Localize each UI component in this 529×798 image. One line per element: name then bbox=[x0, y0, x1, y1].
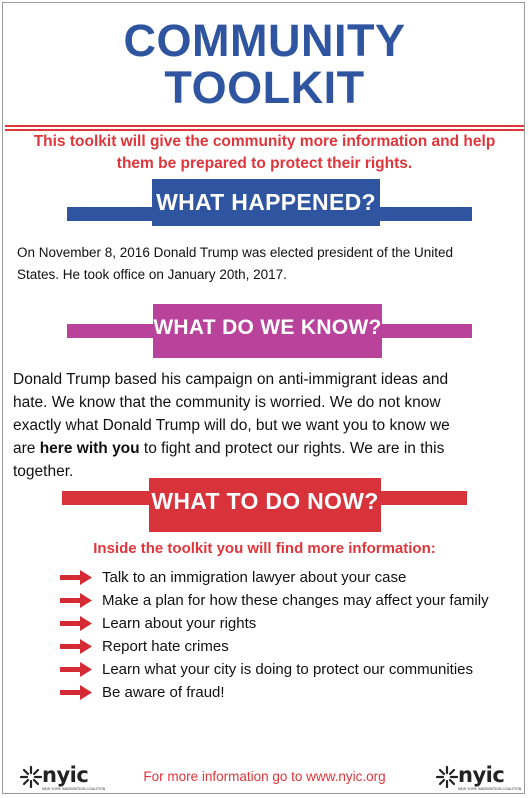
banner-what-to-do: WHAT TO DO NOW? bbox=[149, 478, 381, 532]
what-happened-line-2: States. He took office on January 20th, 2017. bbox=[17, 267, 287, 282]
arrow-right-icon bbox=[60, 593, 92, 608]
what-happened-text bbox=[17, 242, 517, 286]
list-item bbox=[60, 566, 520, 589]
coalition-burst-icon bbox=[436, 766, 458, 788]
toolkit-subheading: Inside the toolkit you will find more information: bbox=[93, 540, 436, 557]
title-line-1: COMMUNITY bbox=[123, 15, 406, 66]
list-item-text: Make a plan for how these changes may affect your family bbox=[102, 592, 489, 609]
what-we-know-line-1: Donald Trump based his campaign on anti-immigrant ideas and bbox=[13, 371, 449, 388]
list-item-text: Learn about your rights bbox=[102, 615, 257, 632]
list-item bbox=[60, 681, 520, 704]
intro-text bbox=[0, 131, 529, 175]
list-item bbox=[60, 635, 520, 658]
nyic-logo-right bbox=[436, 763, 522, 793]
intro-line-2: them be prepared to protect their rights. bbox=[116, 155, 413, 172]
what-we-know-line-2: hate. We know that the community is worried. We do not know bbox=[13, 394, 441, 411]
logo-wordmark: nyic bbox=[42, 763, 89, 787]
logo-tagline: NEW YORK IMMIGRATION COALITION bbox=[42, 787, 106, 791]
what-happened-line-1: On November 8, 2016 Donald Trump was elected president of the United bbox=[17, 245, 453, 260]
banner-what-we-know: WHAT DO WE KNOW? bbox=[153, 304, 382, 358]
list-item bbox=[60, 589, 520, 612]
intro-line-1: This toolkit will give the community more information and help bbox=[33, 133, 496, 150]
list-item-text: Talk to an immigration lawyer about your case bbox=[102, 569, 407, 586]
what-we-know-line-4 bbox=[13, 437, 513, 460]
divider-top bbox=[5, 125, 524, 127]
here-with-you-bold: here with you bbox=[39, 440, 140, 457]
arrow-right-icon bbox=[60, 570, 92, 585]
list-item bbox=[60, 658, 520, 681]
arrow-right-icon bbox=[60, 662, 92, 677]
arrow-right-icon bbox=[60, 639, 92, 654]
line-4-post: to fight and protect our rights. We are in this bbox=[139, 440, 445, 457]
what-we-know-line-5: together. bbox=[13, 463, 74, 480]
logo-wordmark: nyic bbox=[458, 763, 505, 787]
logo-tagline: NEW YORK IMMIGRATION COALITION bbox=[458, 787, 522, 791]
action-list bbox=[60, 566, 520, 704]
list-item-text: Learn what your city is doing to protect our communities bbox=[102, 661, 474, 678]
list-item-text: Report hate crimes bbox=[102, 638, 229, 655]
arrow-right-icon bbox=[60, 616, 92, 631]
title-line-2: TOOLKIT bbox=[164, 62, 365, 113]
list-item bbox=[60, 612, 520, 635]
what-we-know-text bbox=[13, 368, 513, 483]
list-item-text: Be aware of fraud! bbox=[102, 684, 225, 701]
line-4-pre: are bbox=[13, 440, 40, 457]
what-we-know-line-3: exactly what Donald Trump will do, but we want you to know we bbox=[13, 417, 450, 434]
arrow-right-icon bbox=[60, 685, 92, 700]
footer-info-text: For more information go to www.nyic.org bbox=[143, 769, 386, 784]
banner-what-happened: WHAT HAPPENED? bbox=[152, 179, 380, 226]
